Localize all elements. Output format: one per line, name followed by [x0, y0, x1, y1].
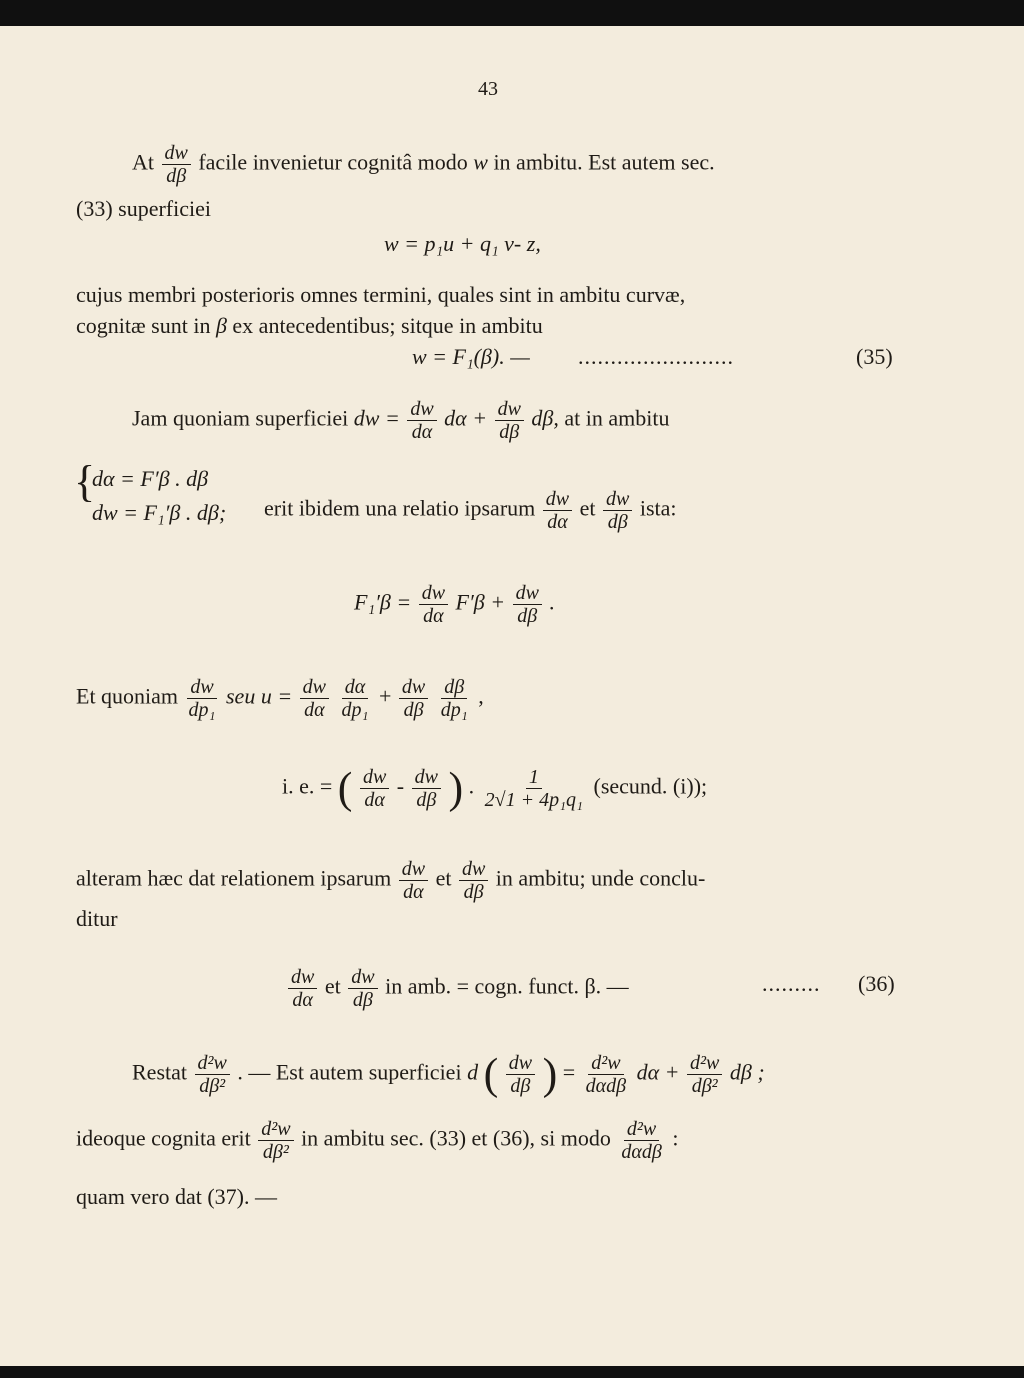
- equation-35: w = F₁(β). —: [412, 344, 530, 369]
- fraction: [459, 858, 488, 903]
- fraction: [543, 488, 572, 533]
- denominator: dα: [547, 511, 568, 533]
- text-at: At: [132, 149, 154, 175]
- denominator: dαdβ: [585, 1075, 627, 1097]
- text: et: [324, 973, 341, 999]
- numerator: d²w: [624, 1118, 659, 1141]
- line-restat: [132, 1049, 765, 1099]
- numerator: dw: [399, 676, 428, 699]
- paragraph-line: [76, 313, 543, 339]
- denominator: 2√1 + 4p₁q₁: [484, 789, 584, 811]
- right-paren: ): [448, 763, 464, 813]
- text: in ambitu; unde conclu-: [495, 865, 706, 891]
- denominator: dβ²: [199, 1075, 226, 1097]
- text-superficiei: superficiei: [118, 196, 212, 221]
- math: F₁′β =: [354, 589, 412, 615]
- text: et: [579, 495, 596, 521]
- numerator: dw: [187, 676, 216, 699]
- denominator: dα: [292, 989, 313, 1011]
- denominator: dβ²: [262, 1141, 289, 1163]
- numerator: d²w: [588, 1052, 623, 1075]
- fraction: [583, 1052, 629, 1097]
- var-w: w: [473, 149, 488, 175]
- equation-36: [286, 966, 629, 1011]
- text: i. e. =: [282, 773, 333, 799]
- line-jam-quoniam: [132, 398, 669, 443]
- fraction: [482, 766, 586, 811]
- equation-ref: (35): [856, 344, 893, 369]
- numerator: dw: [419, 582, 448, 605]
- fraction: [300, 676, 329, 721]
- fraction: [687, 1052, 722, 1097]
- text: in amb. = cogn. funct. β. —: [385, 973, 629, 999]
- denominator: dα: [423, 605, 444, 627]
- numerator: d²w: [258, 1118, 293, 1141]
- text: :: [672, 1125, 679, 1151]
- numerator: dw: [506, 1052, 535, 1075]
- numerator: dw: [300, 676, 329, 699]
- system-eq-2: dw = F₁′β . dβ;: [92, 500, 227, 525]
- fraction: [603, 488, 632, 533]
- var-beta: β: [215, 313, 227, 338]
- math: dw =: [353, 405, 400, 431]
- numerator: 1: [526, 766, 542, 789]
- text: erit ibidem una relatio ipsarum: [264, 495, 536, 521]
- numerator: dw: [162, 142, 191, 165]
- equation-ref: (36): [858, 971, 895, 996]
- fraction: [399, 858, 428, 903]
- math: d: [467, 1059, 479, 1085]
- denominator: dα: [403, 881, 424, 903]
- fraction: [186, 676, 219, 721]
- numerator: dw: [459, 858, 488, 881]
- denominator: dα: [304, 699, 325, 721]
- fraction: [258, 1118, 293, 1163]
- denominator: dα: [364, 789, 385, 811]
- right-paren: ): [542, 1049, 558, 1099]
- fraction: [438, 676, 471, 721]
- numerator: dw: [288, 966, 317, 989]
- line-ideoque: [76, 1118, 678, 1163]
- text: ideoque cognita erit: [76, 1125, 251, 1151]
- fraction: [407, 398, 436, 443]
- fraction: [495, 398, 524, 443]
- line-et-quoniam: [76, 676, 484, 721]
- denominator: dp₁: [440, 699, 468, 721]
- line-ie: [282, 763, 708, 813]
- system-eq-1: dα = F′β . dβ: [92, 466, 209, 491]
- math: seu u =: [226, 683, 293, 709]
- math: -: [396, 773, 405, 799]
- line-quam: quam vero dat (37). —: [76, 1184, 277, 1209]
- fraction: [339, 676, 372, 721]
- left-paren: (: [337, 763, 353, 813]
- numerator: dw: [360, 766, 389, 789]
- text: at in ambitu: [564, 405, 670, 431]
- fraction: [195, 1052, 230, 1097]
- denominator: dβ: [352, 989, 373, 1011]
- denominator: dβ: [166, 165, 187, 187]
- text: Restat: [132, 1059, 187, 1085]
- leader-dots: .........: [762, 971, 821, 996]
- equation-f1-prime: [354, 582, 555, 627]
- fraction: [506, 1052, 535, 1097]
- numerator: dw: [543, 488, 572, 511]
- text-in-ambitu: in ambitu. Est autem sec.: [493, 149, 715, 175]
- fraction: [412, 766, 441, 811]
- denominator: dβ: [510, 1075, 531, 1097]
- text: ex antecedentibus; sitque in ambitu: [232, 313, 543, 338]
- line-alteram: [76, 858, 705, 903]
- math: ,: [478, 683, 484, 709]
- denominator: dp₁: [341, 699, 369, 721]
- math: dβ ;: [729, 1059, 765, 1085]
- denominator: dαdβ: [621, 1141, 662, 1163]
- numerator: dw: [412, 766, 441, 789]
- fraction: [513, 582, 542, 627]
- numerator: d²w: [195, 1052, 230, 1075]
- fraction-dw-dbeta: [162, 142, 191, 187]
- text-ditur: ditur: [76, 906, 118, 931]
- denominator: dβ: [499, 421, 520, 443]
- fraction: [419, 582, 448, 627]
- math: .: [549, 589, 555, 615]
- math: dα +: [636, 1059, 680, 1085]
- denominator: dp₁: [188, 699, 216, 721]
- text: . — Est autem superficiei: [237, 1059, 462, 1085]
- math: F′β +: [455, 589, 506, 615]
- numerator: d²w: [687, 1052, 722, 1075]
- denominator: dβ²: [691, 1075, 718, 1097]
- fraction: [288, 966, 317, 1011]
- line-erit-ibidem: [264, 488, 677, 533]
- numerator: dw: [348, 966, 377, 989]
- math: .: [468, 773, 475, 799]
- text: alteram hæc dat relationem ipsarum: [76, 865, 392, 891]
- denominator: dβ: [607, 511, 628, 533]
- text: et: [435, 865, 452, 891]
- fraction: [360, 766, 389, 811]
- text: in ambitu sec. (33) et (36), si modo: [301, 1125, 611, 1151]
- text: Et quoniam: [76, 683, 179, 709]
- numerator: dw: [603, 488, 632, 511]
- math: dα +: [444, 405, 488, 431]
- left-paren: (: [483, 1049, 499, 1099]
- text: (secund. (i));: [593, 773, 708, 799]
- numerator: dw: [513, 582, 542, 605]
- leader-dots: ........................: [578, 344, 734, 369]
- denominator: dβ: [403, 699, 424, 721]
- line-at: [132, 142, 715, 187]
- fraction: [618, 1118, 664, 1163]
- text: Jam quoniam superficiei: [132, 405, 349, 431]
- text: cognitæ sunt in: [76, 313, 211, 338]
- numerator: dw: [407, 398, 436, 421]
- fraction: [399, 676, 428, 721]
- page-number: 43: [478, 78, 498, 100]
- numerator: dw: [399, 858, 428, 881]
- denominator: dα: [411, 421, 433, 443]
- math: dβ,: [531, 405, 559, 431]
- numerator: dβ: [441, 676, 467, 699]
- book-page: [0, 26, 1024, 1366]
- denominator: dβ: [517, 605, 538, 627]
- text: ista:: [639, 495, 677, 521]
- math: +: [378, 683, 392, 709]
- denominator: dβ: [416, 789, 437, 811]
- denominator: dβ: [463, 881, 484, 903]
- equation-ref: (33): [76, 196, 113, 221]
- fraction: [348, 966, 377, 1011]
- numerator: dw: [495, 398, 524, 421]
- brace: {: [74, 457, 96, 506]
- line-superficiei: [76, 196, 211, 222]
- paragraph-line: cujus membri posterioris omnes termini, quales sint in ambitu curvæ,: [76, 282, 686, 307]
- math: =: [562, 1059, 576, 1085]
- text-facile: facile invenietur cognitâ modo: [198, 149, 468, 175]
- equation-system: [74, 457, 276, 546]
- numerator: dα: [342, 676, 369, 699]
- equation-w: w = p₁u + q₁ v- z,: [384, 231, 541, 256]
